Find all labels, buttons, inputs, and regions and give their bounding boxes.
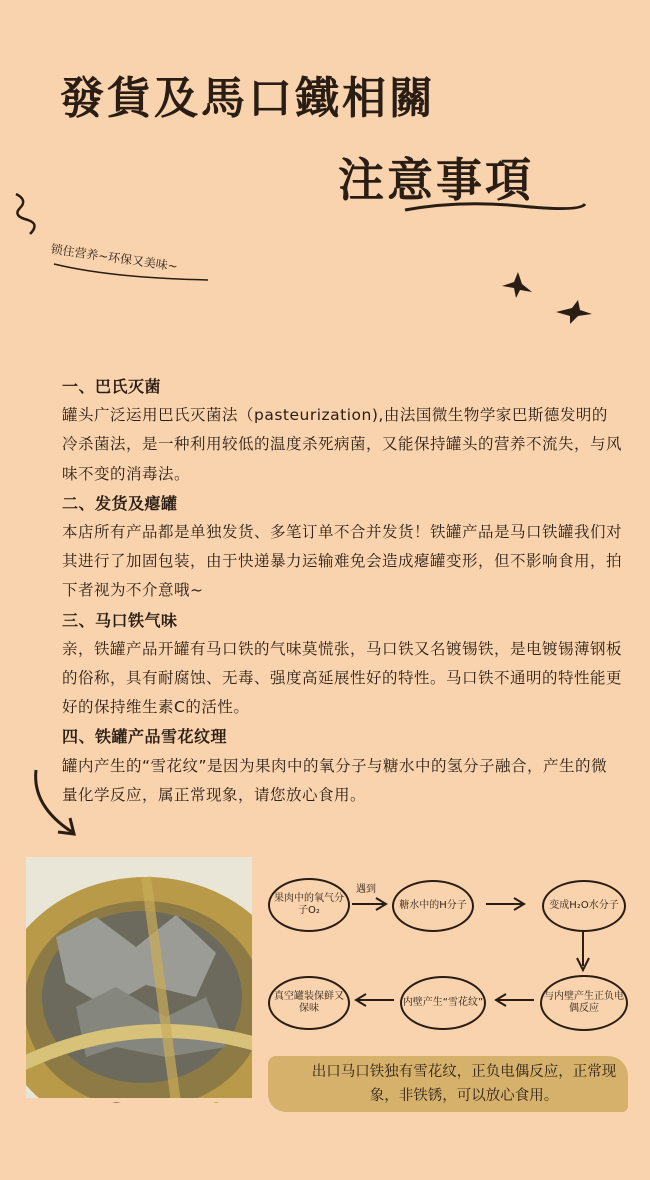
arrow-left-icon — [350, 992, 396, 1008]
section-heading-1: 一、巴氏灭菌 — [62, 377, 162, 396]
torn-edge — [26, 1098, 252, 1112]
section-heading-3: 三、马口铁气味 — [62, 610, 178, 630]
arrow-right-icon — [350, 896, 390, 912]
flow-node-hydrogen: 糖水中的H分子 — [392, 880, 474, 932]
flow-node-vacuum: 真空罐装保鲜又保味 — [268, 976, 350, 1030]
section-paragraph-4: 罐内产生的“雪花纹”是因为果肉中的氧分子与糖水中的氢分子融合，产生的微量化学反应，属正常现象，请您放心食用。 — [62, 756, 608, 804]
flow-edge-label: 遇到 — [356, 884, 376, 895]
flow-node-oxygen: 果肉中的氧气分子O₂ — [268, 878, 350, 932]
section-heading-4: 四、铁罐产品雪花纹理 — [62, 727, 228, 747]
tagline: 锁住营养~环保又美味~ — [49, 241, 179, 274]
title-line-1: 發貨及馬口鐵相關 — [60, 73, 436, 124]
flow-node-snowflake: 内壁产生“雪花纹” — [400, 976, 486, 1030]
arrow-down-icon — [574, 930, 592, 974]
section-paragraph-3: 亲，铁罐产品开罐有马口铁的气味莫慌张，马口铁又名镀锡铁，是电镀锡薄钢板的俗称，具有耐腐蚀、无毒、强度高延展性好的特性。马口铁不通明的特性能更好的保持维生素C的活性。 — [62, 639, 623, 717]
title-underline-stroke — [400, 196, 590, 218]
section-paragraph-2: 本店所有产品都是单独发货、多笔订单不合并发货！铁罐产品是马口铁罐我们对其进行了加固包装，由于快递暴力运输难免会造成瘪罐变形，但不影响食用，拍下者视为不介意哦~ — [62, 523, 623, 600]
article-body — [62, 372, 622, 810]
arrow-right-icon — [484, 896, 530, 912]
section-paragraph-1: 罐头广泛运用巴氏灭菌法（pasteurization),由法国微生物学家巴斯德发明的冷杀菌法，是一种利用较低的温度杀死病菌，又能保持罐头的营养不流失，与风味不变的消毒法。 — [62, 406, 623, 483]
tagline-underline — [52, 262, 212, 284]
flow-node-couple: 与内壁产生正负电偶反应 — [540, 975, 628, 1031]
bottom-note: 出口马口铁独有雪花纹，正负电偶反应，正常现象，非铁锈，可以放心食用。 — [311, 1064, 617, 1104]
can-interior-photo — [26, 857, 252, 1103]
squiggle-doodle — [10, 190, 50, 240]
curved-arrow-icon — [28, 766, 88, 846]
birds-icon — [498, 270, 594, 330]
title-line-2: 注意事項 — [338, 153, 534, 207]
flow-node-water: 变成H₂O水分子 — [542, 880, 626, 932]
arrow-left-icon — [490, 992, 536, 1008]
section-heading-2: 二、发货及瘪罐 — [62, 493, 178, 513]
